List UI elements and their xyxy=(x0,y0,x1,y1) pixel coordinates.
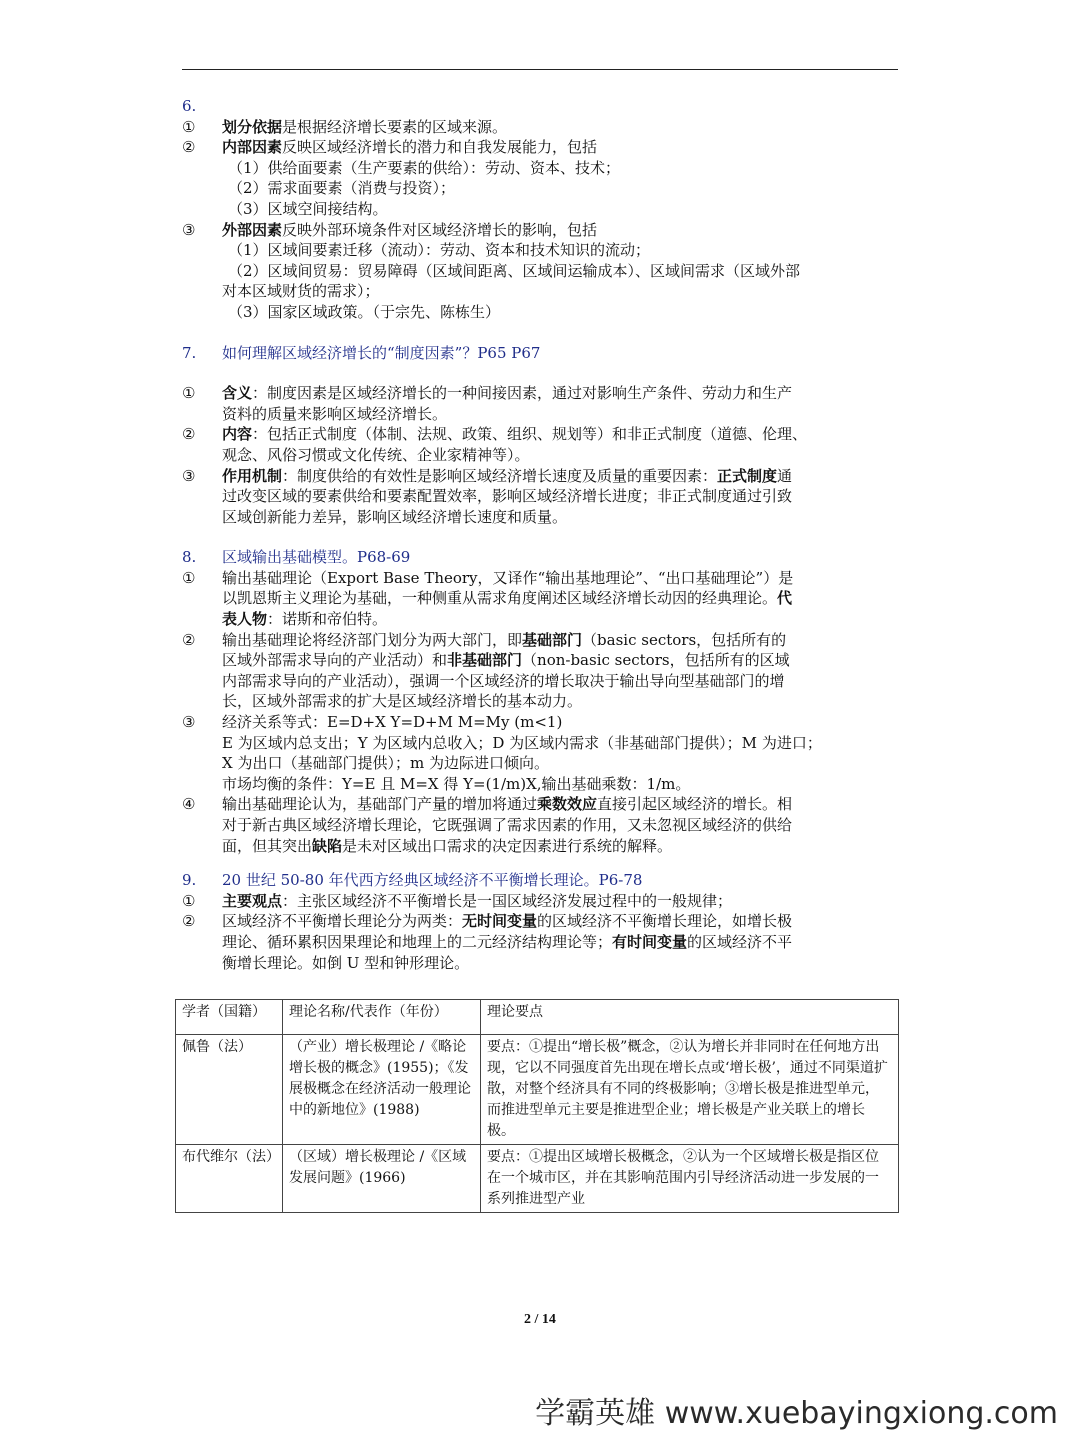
sec7-point-2: ② 内容：包括正式制度（体制、法规、政策、组织、规划等）和非正式制度（道德、伦理、 xyxy=(182,425,808,444)
table-cell-work: （产业）增长极理论 /《略论增长极的概念》(1955)；《发展极概念在经济活动一般理论中的新地位》(1988) xyxy=(283,1035,481,1145)
section-9-title: 9. 20 世纪 50-80 年代西方经典区域经济不平衡增长理论。P6-78 xyxy=(182,871,643,890)
sec8-point-4-cont: 面，但其突出缺陷是未对区域出口需求的决定因素进行系统的解释。 xyxy=(222,836,673,855)
sec8-point-2-cont: 区域外部需求导向的产业活动）和非基础部门（non-basic sectors，包括所有的区域 xyxy=(222,651,790,670)
sec6-sub-item: （2）需求面要素（消费与投资）； xyxy=(228,179,456,198)
sec9-point-2-cont: 衡增长理论。如倒 U 型和钟形理论。 xyxy=(222,953,470,972)
table-cell-points: 要点：①提出“增长极”概念，②认为增长并非同时在任何地方出现，它以不同强度首先出现在增长点或‘增长极’，通过不同渠道扩散，对整个经济具有不同的终极影响；③增长极是推进型单元，而推进型单元主要是推进型企业；增长极是产业关联上的增长极。 xyxy=(481,1035,899,1145)
section-6-number: 6. xyxy=(182,97,197,115)
sec7-point-3-cont: 过改变区域的要素供给和要素配置效率，影响区域经济增长进度；非正式制度通过引致 xyxy=(222,487,793,506)
sec9-point-1: ① 主要观点：主张区域经济不平衡增长是一国区域经济发展过程中的一般规律； xyxy=(182,891,733,910)
sec6-sub-item: 对本区域财货的需求）； xyxy=(222,282,380,301)
sec6-sub-item: （1）供给面要素（生产要素的供给）：劳动、资本、技术； xyxy=(228,158,621,177)
sec8-point-4: ④ 输出基础理论认为，基础部门产量的增加将通过乘数效应直接引起区域经济的增长。相 xyxy=(182,795,793,814)
table-header-row xyxy=(176,1000,899,1035)
header-rule xyxy=(182,69,898,70)
sec8-point-1-cont: 表人物：诺斯和帝伯特。 xyxy=(222,610,388,629)
site-watermark: 学霸英雄 www.xuebayingxiong.com xyxy=(535,1396,1058,1431)
sec8-point-2-cont: 长，区域外部需求的扩大是区域经济增长的基本动力。 xyxy=(222,692,583,711)
sec9-point-2: ② 区域经济不平衡增长理论分为两类：无时间变量的区域经济不平衡增长理论，如增长极 xyxy=(182,912,793,931)
sec8-point-3-cont: 市场均衡的条件：Y=E 且 M=X 得 Y=(1/m)X,输出基础乘数：1/m。 xyxy=(222,774,691,793)
sec9-point-2-cont: 理论、循环累积因果理论和地理上的二元经济结构理论等；有时间变量的区域经济不平 xyxy=(222,932,793,951)
sec8-point-1-cont: 以凯恩斯主义理论为基础，一种侧重从需求角度阐述区域经济增长动因的经典理论。代 xyxy=(222,589,793,608)
table-cell-points: 要点：①提出区域增长极概念，②认为一个区域增长极是指区位在一个城市区，并在其影响范围内引导经济活动进一步发展的一系列推进型产业 xyxy=(481,1145,899,1213)
sec8-point-3-cont: E 为区域内总支出；Y 为区域内总收入；D 为区域内需求（非基础部门提供）；M 为进口； xyxy=(222,733,822,752)
sec7-point-1-cont: 资料的质量来影响区域经济增长。 xyxy=(222,404,448,423)
page-number: 2 / 14 xyxy=(524,1312,556,1327)
table-cell-scholar: 佩鲁（法） xyxy=(176,1035,283,1145)
section-8-title: 8. 区域输出基础模型。P68-69 xyxy=(182,548,411,567)
sec6-sub-item: （3）国家区域政策。（于宗先、陈栋生） xyxy=(228,302,501,321)
table-row xyxy=(176,1035,899,1145)
table-cell-work: （区域）增长极理论 /《区域发展问题》(1966) xyxy=(283,1145,481,1213)
theory-table xyxy=(175,999,899,1213)
sec8-point-2: ② 输出基础理论将经济部门划分为两大部门，即基础部门（basic sectors，包括所有的 xyxy=(182,630,787,649)
sec6-point-2: ② 内部因素反映区域经济增长的潜力和自我发展能力，包括 xyxy=(182,138,598,157)
sec7-point-1: ① 含义：制度因素是区域经济增长的一种间接因素，通过对影响生产条件、劳动力和生产 xyxy=(182,384,793,403)
table-header-cell: 学者（国籍） xyxy=(176,1000,283,1035)
sec8-point-2-cont: 内部需求导向的产业活动），强调一个区域经济的增长取决于输出导向型基础部门的增 xyxy=(222,671,785,690)
sec8-point-4-cont: 对于新古典区域经济增长理论，它既强调了需求因素的作用，又未忽视区域经济的供给 xyxy=(222,816,793,834)
table-row xyxy=(176,1145,899,1213)
sec7-point-3: ③ 作用机制：制度供给的有效性是影响区域经济增长速度及质量的重要因素：正式制度通 xyxy=(182,466,793,485)
sec8-point-1: ① 输出基础理论（Export Base Theory，又译作“输出基地理论”、“出口基础理论”）是 xyxy=(182,568,794,587)
section-7-title: 7. 如何理解区域经济增长的“制度因素”？P65 P67 xyxy=(182,343,541,362)
sec7-point-3-cont: 区域创新能力差异，影响区域经济增长速度和质量。 xyxy=(222,507,568,526)
table-cell-scholar: 布代维尔（法） xyxy=(176,1145,283,1213)
table-header-cell: 理论要点 xyxy=(481,1000,899,1035)
sec8-point-3-cont: X 为出口（基础部门提供）；m 为边际进口倾向。 xyxy=(222,754,549,773)
sec6-sub-item: （3）区域空间接结构。 xyxy=(228,199,388,218)
sec8-point-3: ③ 经济关系等式：E=D+X Y=D+M M=My (m<1) xyxy=(182,713,563,732)
sec7-point-2-cont: 观念、风俗习惯或文化传统、企业家精神等）。 xyxy=(222,445,530,464)
sec6-sub-item: （1）区域间要素迁移（流动）：劳动、资本和技术知识的流动； xyxy=(228,241,651,260)
sec6-point-3: ③ 外部因素反映外部环境条件对区域经济增长的影响，包括 xyxy=(182,220,598,239)
table-header-cell: 理论名称/代表作（年份） xyxy=(283,1000,481,1035)
sec6-sub-item: （2）区域间贸易：贸易障碍（区域间距离、区域间运输成本）、区域间需求（区域外部 xyxy=(228,261,801,280)
document-body xyxy=(182,96,898,973)
sec6-point-1: ① 划分依据是根据经济增长要素的区域来源。 xyxy=(182,117,508,136)
